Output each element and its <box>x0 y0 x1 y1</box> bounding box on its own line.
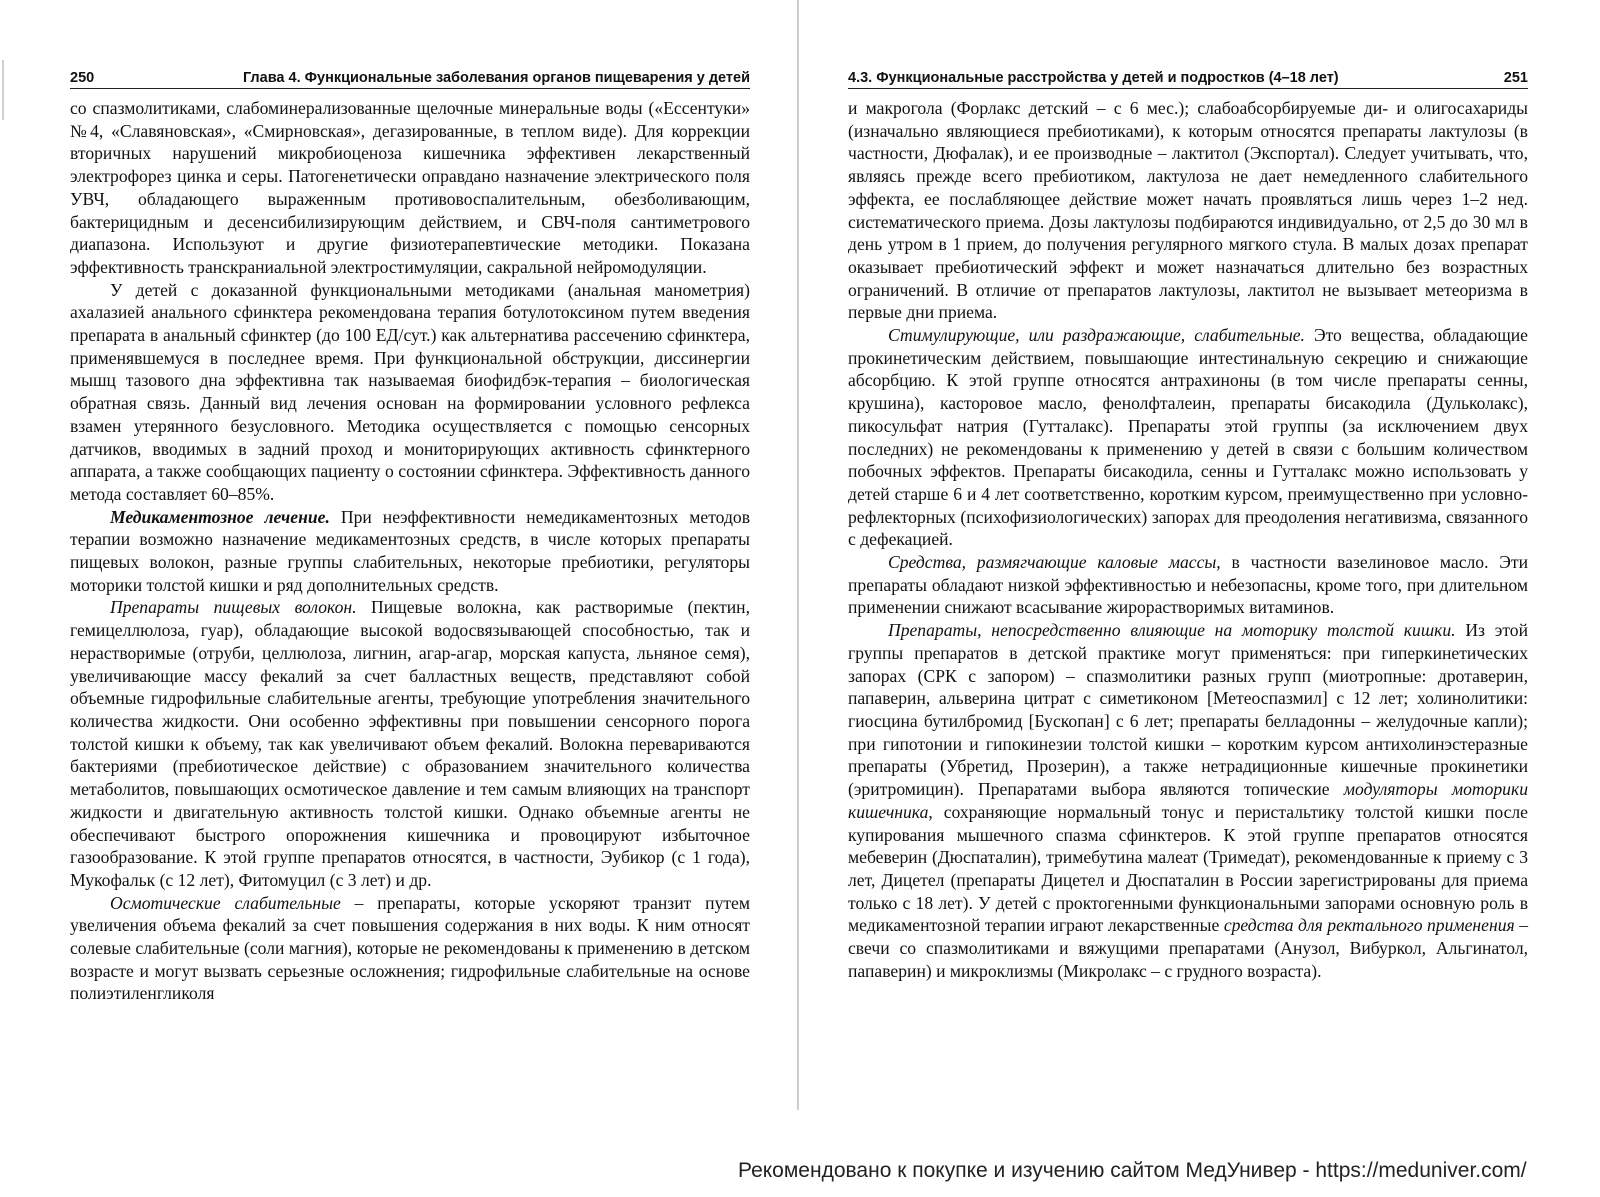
paragraph-heading: Медикаментозное лечение. <box>110 506 330 527</box>
paragraph: Средства, размягчающие каловые массы, в частности вазелиновое масло. Эти препараты обладают низкой эффективностью и небезопасны, кроме того, при длительном применении снижают всасывание жирорастворимых витаминов. <box>848 552 1528 618</box>
section-title: 4.3. Функциональные расстройства у детей и подростков (4–18 лет) <box>848 70 1339 86</box>
paragraph: Стимулирующие, или раздражающие, слабительные. Это вещества, обладающие прокинетическим действием, повышающие интестинальную секрецию и снижающие абсорбцию. К этой группе относятся антрахиноны (в том числе препараты сенны, крушина), касторовое масло, фенолфталеин, препараты бисакодила (Дульколакс), пикосульфат натрия (Гутталакс). Препараты этой группы (за исключением двух последних) не рекомендованы к применению у детей в связи с большим количеством побочных эффектов. Препараты бисакодила, сенны и Гутталакс можно использовать у детей старше 6 и 4 лет соответственно, коротким курсом, преимущественно при условно-рефлекторных (психофизиологических) запорах для преодоления негативизма, связанного с дефекацией. <box>848 325 1528 550</box>
body-text-left <box>70 97 750 1005</box>
footer-watermark: Рекомендовано к покупке и изучению сайтом МедУнивер - https://meduniver.com/ <box>738 1159 1527 1182</box>
page-number: 251 <box>1503 70 1528 86</box>
paragraph-heading: Препараты, непосредственно влияющие на моторику толстой кишки. <box>888 620 1456 641</box>
paragraph: Препараты пищевых волокон. Пищевые волокна, как растворимые (пектин, гемицеллюлоза, гуар), обладающие высокой водосвязывающей способностью, так и нерастворимые (отруби, целлюлоза, лигнин, агар-агар, морская капуста, льняное семя), увеличивающие массу фекалий за счет балластных веществ, представляют собой объемные гидрофильные слабительные агенты, требующие употребления значительного количества жидкости. Они особенно эффективны при повышении сенсорного порога толстой кишки к объему, так как увеличивают объем фекалий. Волокна перевариваются бактериями (пребиотическое действие) с образованием значительного количества метаболитов, повышающих осмотическое давление и тем самым влияющих на транспорт жидкости и двигательную активность толстой кишки. Однако объемные агенты не обеспечивают быстрого опорожнения кишечника и провоцируют избыточное газообразование. К этой группе препаратов относятся, в частности, Эубикор (с 1 года), Мукофальк (с 12 лет), Фитомуцил (с 3 лет) и др. <box>70 597 750 890</box>
running-head-right <box>848 70 1528 89</box>
paragraph: со спазмолитиками, слабоминерализованные щелочные минеральные воды («Ессентуки» №4, «Славяновская», «Смирновская», дегазированные, в теплом виде). Для коррекции вторичных нарушений микробиоценоза кишечника эффективен лекарственный электрофорез цинка и серы. Патогенетически оправдано назначение электрического поля УВЧ, обладающего выраженным противовоспалительным, обезболивающим, бактерицидным и десенсибилизирующим действием, и СВЧ-поля сантиметрового диапазона. Используют и другие физиотерапевтические методики. Показана эффективность транскраниальной электростимуляции, сакральной нейромодуляции. <box>70 98 750 277</box>
paragraph-heading: Препараты пищевых волокон. <box>110 597 357 618</box>
running-head-left <box>70 70 750 89</box>
italic-term: средства для ректального применения <box>1223 915 1515 936</box>
paragraph: Препараты, непосредственно влияющие на моторику толстой кишки. Из этой группы препаратов в детской практике могут применяться: при гиперкинетических запорах (СРК с запором) – спазмолитики разных групп (миотропные: дротаверин, папаверин, альверина цитрат с симетиконом [Метеоспазмил] с 12 лет; холинолитики: гиосцина бутилбромид [Бускопан] с 6 лет; препараты белладонны – желудочные капли); при гипотонии и гипокинезии толстой кишки – коротким курсом антихолинэстеразные препараты (Убретид, Прозерин), а также нетрадиционные кишечные прокинетики (эритромицин). Препаратами выбора являются топические модуляторы моторики кишечника, сохраняющие нормальный тонус и перистальтику толстой кишки после купирования мышечного спазма сфинктеров. К этой группе препаратов относятся мебеверин (Дюспаталин), тримебутина малеат (Тримедат), рекомендованные к приему с 3 лет, Дицетел (препараты Дицетел и Дюспаталин в России зарегистрированы для приема только с 18 лет). У детей с проктогенными функциональными запорами основную роль в медикаментозной терапии играют лекарственные средства для ректального применения – свечи со спазмолитиками и вяжущими препаратами (Анузол, Вибуркол, Альгинатол, папаверин) и микроклизмы (Микролакс – с грудного возраста). <box>848 620 1528 981</box>
paragraph-heading: Стимулирующие, или раздражающие, слабительные. <box>888 325 1305 346</box>
right-page <box>848 70 1528 982</box>
paragraph: Осмотические слабительные – препараты, которые ускоряют транзит путем увеличения объема фекалий за счет повышения содержания в них воды. К ним относят солевые слабительные (соли магния), которые не рекомендованы к применению в детском возрасте и могут вызвать серьезные осложнения; гидрофильные слабительные на основе полиэтиленгликоля <box>70 892 750 1004</box>
italic-term: модуляторы моторики кишечника <box>848 779 1528 822</box>
paragraph: Медикаментозное лечение. При неэффективности немедикаментозных методов терапии возможно назначение медикаментозных средств, в числе которых препараты пищевых волокон, разные группы слабительных, некоторые пребиотики, регуляторы моторики толстой кишки и ряд дополнительных средств. <box>70 506 750 595</box>
paragraph: У детей с доказанной функциональными методиками (анальная манометрия) ахалазией анального сфинктера рекомендована терапия ботулотоксином путем введения препарата в анальный сфинктер (до 100 ЕД/сут.) как альтернатива рассечению сфинктера, применявшемуся в последнее время. При функциональной обструкции, диссинергии мышц тазового дна эффективна так называемая биофидбэк-терапия – биологическая обратная связь. Данный вид лечения основан на формировании условного рефлекса взамен утерянного безусловного. Методика осуществляется с помощью сенсорных датчиков, вводимых в задний проход и мониторирующих активность сфинктерного аппарата, а также сообщающих пациенту о состоянии сфинктера. Эффективность данного метода составляет 60–85%. <box>70 279 750 504</box>
paragraph-heading: Средства, размягчающие каловые массы, <box>888 552 1221 573</box>
left-page <box>70 70 750 1005</box>
page-number: 250 <box>70 70 95 86</box>
page-edge-mark <box>2 60 4 120</box>
chapter-title: Глава 4. Функциональные заболевания органов пищеварения у детей <box>242 70 750 86</box>
paragraph-heading: Осмотические слабительные <box>110 892 341 913</box>
book-spine <box>797 0 799 1110</box>
paragraph: и макрогола (Форлакс детский – с 6 мес.); слабоабсорбируемые ди- и олигосахариды (изначально являющиеся пребиотиками), к которым относятся препараты лактулозы (в частности, Дюфалак), и ее производные – лактитол (Экспортал). Следует учитывать, что, являясь прежде всего пребиотиком, лактулоза не дает немедленного слабительного эффекта, ее послабляющее действие может начать проявляться лишь через 1–2 нед. систематического приема. Дозы лактулозы подбираются индивидуально, от 2,5 до 30 мл в день утром в 1 прием, до получения регулярного мягкого стула. В малых дозах препарат оказывает пребиотический эффект и может назначаться длительно без возрастных ограничений. В отличие от препаратов лактулозы, лактитол не вызывает метеоризма в первые дни приема. <box>848 98 1528 323</box>
body-text-right <box>848 97 1528 982</box>
